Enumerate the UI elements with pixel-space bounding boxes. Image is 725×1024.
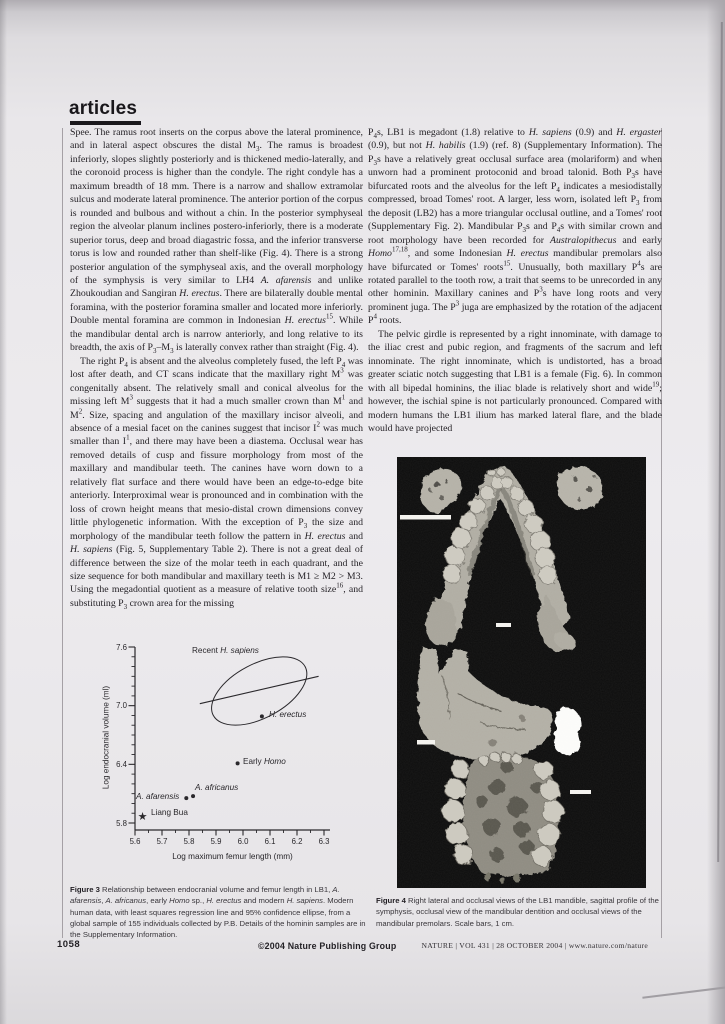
y-tick-label: 7.6: [116, 642, 127, 652]
left-column-rule: [62, 128, 63, 938]
figure4-caption: Figure 4 Right lateral and occlusal views of the LB1 mandible, sagittal profile of the symphysis, occlusal view of the mandibular dentition and occlusal views of the mandibular premolars. Scale bars, 1 cm.: [376, 896, 659, 928]
paragraph: $P_4s$, LB1 is megadont (1.8) relative to H. sapiens (0.9) and H. ergaster (0.9), but not H. habilis (1.9) (ref. 8) (Supplementary Information). The $P_3s$ have a relatively great occlusal surface area (molariform) and when unworn had a prominent protoconid and broad talonid. Both $P_3s$ have bifurcated roots and the alveolus for the left $P_4$ indicates a mesiodistally compressed, broad Tomes' root. A larger, less worn, isolated left $P_3$ from the deposit (LB2) has a more triangular occlusal outline, and a Tomes' root (Supplementary Fig. 2). Mandibular $P_3s$ and $P_4s$ with similar crown and root morphology have been recorded for Australopithecus and early Homo$^{17,18}$, and some Indonesian H. erectus mandibular premolars also have bifurcated or Tomes' roots$^{15}$. Unusually, both maxillary $P^4s$ are rotated parallel to the tooth row, a trait that seems to be unrecorded in any other hominin. Maxillary canines and $P^3s$ have long roots and very prominent juga. The $P^3$ juga are emphasized by the rotation of the adjacent $P^4$ roots.: [368, 127, 663, 327]
figure4-image: [397, 457, 646, 888]
data-point-star: ★: [137, 810, 148, 824]
page-section-title: articles: [69, 98, 138, 119]
x-axis-title: Log maximum femur length (mm): [172, 852, 293, 861]
figure3-caption: Figure 3 Relationship between endocranial volume and femur length in LB1, A. afarensis, A. africanus, early Homo sp., H. erectus and modern H. sapiens. Modern human data, with least squares regression line and 95% confidence ellipse, from a global sample of 155 individuals collected by P.B. Details of the hominin samples are in the Supplementary Information.: [70, 885, 366, 940]
x-tick-label: 5.6: [129, 836, 141, 846]
data-point-label: A. africanus: [195, 783, 239, 792]
x-tick-label: 5.8: [183, 836, 195, 846]
y-tick-label: 5.8: [116, 818, 127, 828]
x-tick-label: 6.0: [237, 836, 249, 846]
paragraph: Spee. The ramus root inserts on the corpus above the lateral prominence, and in lateral aspect obscures the distal $M_3$. The ramus is broadest inferiorly, slopes slightly posteriorly and is thickened medio-laterally, and the coronoid process is higher than the condyle. The right condyle has a maximum breadth of 18 mm. There is a narrow and shallow extramolar sulcus and moderate lateral prominence. The anterior portion of the corpus is rounded and bulbous and without a chin. In the posterior symphyseal region the alveolar planum inclines postero-inferiorly, there is a moderate superior torus, deep and broad diagastric fossa, and the inferior transverse torus is low and rounded rather than shelf-like (Fig. 4). There is a strong posterior angulation of the symphyseal axis, and the overall morphology of the symphysis is very similar to LH4 A. afarensis and unlike Zhoukoudian and Sangiran H. erectus. There are bilaterally double mental foramina, with the posterior foramina smaller and located more inferiorly. Double mental foramina are common in Indonesian H. erectus$^{15}$. While the mandibular dental arch is narrow anteriorly, and long relative to its breadth, the axis of $P_3-M_3$ is laterally convex rather than straight (Fig. 4).: [70, 127, 364, 356]
data-point-label: Early Homo: [243, 757, 286, 766]
x-tick-label: 6.2: [291, 836, 303, 846]
x-tick-label: 6.3: [318, 836, 330, 846]
footer-journal-info: NATURE | VOL 431 | 28 OCTOBER 2004 | www.nature.com/nature: [421, 941, 648, 950]
x-tick-label: 6.1: [264, 836, 276, 846]
section-title-underline: [70, 121, 141, 125]
page-number: 1058: [57, 939, 81, 950]
data-point: [184, 796, 188, 800]
figure3-chart: [80, 640, 370, 880]
film-grain-overlay: [397, 457, 646, 888]
x-tick-label: 5.9: [210, 836, 222, 846]
left-column-text: [70, 126, 363, 610]
data-point: [191, 794, 195, 798]
y-tick-label: 6.4: [116, 759, 127, 769]
data-point: [236, 761, 240, 765]
footer-copyright: ©2004 Nature Publishing Group: [258, 941, 397, 951]
y-tick-label: 7.0: [116, 701, 127, 711]
paragraph: The right $P_4$ is absent and the alveolus completely fused, the left $P_4$ was lost after death, and CT scans indicate that the maxillary right $M^3$ was congenitally absent. The relatively small and conical alveolus for the missing left $M^3$ suggests that it had a much smaller crown than $M^1$ and $M^2$. Size, spacing and angulation of the maxillary incisor alveoli, and absence of a mesial facet on the canines suggest that incisor $I^2$ was much smaller than $I^1$, and there may have been a diastema. Occlusal wear has removed details of cusp and fissure morphology from most of the maxillary and mandibular teeth. The canines have worn down to a relatively flat surface and there would have been an edge-to-edge bite anteriorly. Interproximal wear is pronounced and in combination with the loss of crown height means that mesio-distal crown dimensions convey little phylogenetic information. With the exception of $P_3$ the size and morphology of the mandibular teeth follow the pattern in H. erectus and H. sapiens (Fig. 5, Supplementary Table 2). There is not a great deal of difference between the size of the molar teeth in each quadrant, and the size sequence for both mandibular and maxillary teeth is M1 ≥ M2 > M3. Using the megadontial quotient as a measure of relative tooth size$^{16}$, and substituting $P_3$ crown area for the missing: [70, 355, 364, 611]
confidence-ellipse: [201, 643, 318, 740]
x-tick-label: 5.7: [156, 836, 168, 846]
ellipse-label: Recent H. sapiens: [192, 646, 259, 655]
data-point-label: H. erectus: [269, 710, 307, 719]
data-point-label: Liang Bua: [151, 808, 188, 817]
page-corner-curl: [642, 983, 725, 998]
paragraph: The pelvic girdle is represented by a right innominate, with damage to the iliac crest and pubic region, and fragments of the sacrum and left innominate. The right innominate, which is undistorted, has a broad greater sciatic notch suggesting that LB1 is a female (Fig. 6). In common with all bipedal hominins, the iliac blade is relatively short and wide$^{19}$; however, the ischial spine is not particularly pronounced. Compared with modern humans the LB1 ilium has marked lateral flare, and the blade would have projected: [368, 328, 662, 434]
data-point: [260, 714, 264, 718]
page-edge-line: [717, 22, 722, 862]
right-column-text: [368, 126, 662, 435]
data-point-label: A. afarensis: [136, 792, 180, 801]
y-axis-title: Log endocranial volume (ml): [101, 685, 111, 790]
